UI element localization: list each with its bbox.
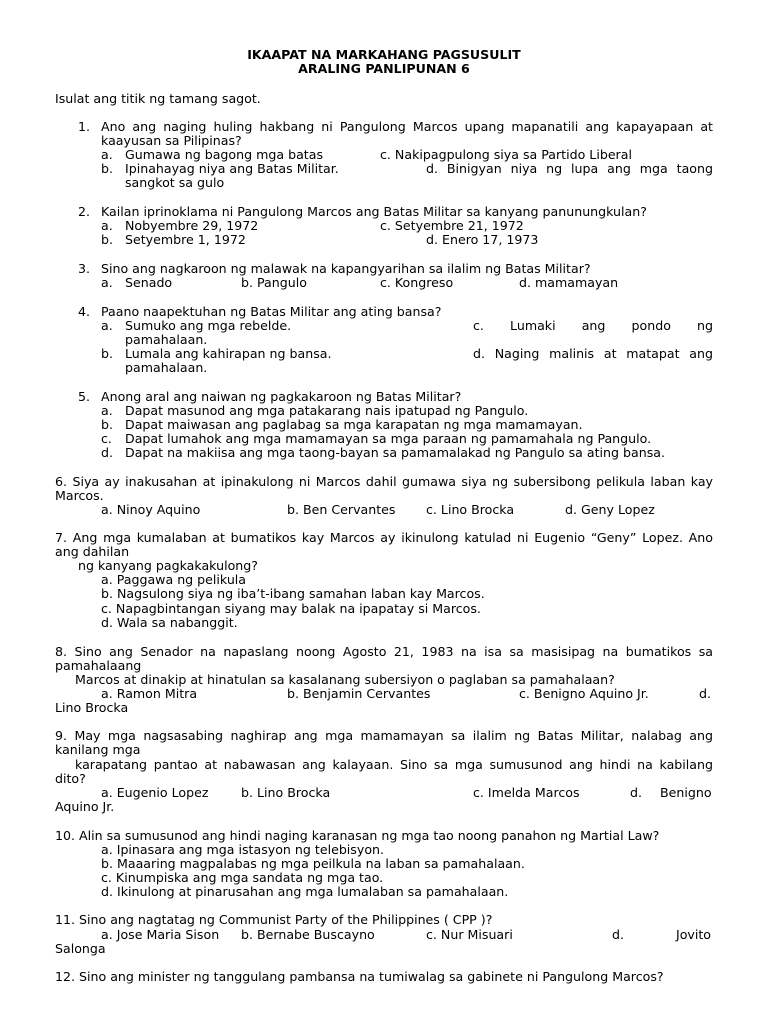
choice-b: b. Nagsulong siya ng iba’t-ibang samahan laban kay Marcos. (101, 586, 485, 601)
choice-letter: a. (101, 218, 113, 233)
question-text: ng kanyang pagkakakulong? (78, 558, 258, 573)
question-number: 4. (78, 304, 91, 319)
question-text: Marcos at dinakip at hinatulan sa kasalanang subersiyon o paglaban sa pamahalaan? (75, 672, 615, 687)
choice-letter: b. (101, 346, 113, 361)
question-text: Anong aral ang naiwan ng pagkakaroon ng Batas Militar? (101, 389, 462, 404)
question-text: kaayusan sa Pilipinas? (101, 133, 242, 148)
choice-c: c. Napagbintangan siyang may balak na ipapatay si Marcos. (101, 601, 481, 616)
question-text: pamahalaang (55, 658, 142, 673)
choice-c: c. Nur Misuari (426, 927, 513, 942)
choice-letter: b. (101, 232, 113, 247)
choice-c: c. Nakipagpulong siya sa Partido Liberal (380, 147, 632, 162)
choice-b: Dapat maiwasan ang paglabag sa mga karapatan ng mga mamamayan. (125, 417, 583, 432)
question-number: 5. (78, 389, 91, 404)
choice-b: b. Pangulo (241, 275, 307, 290)
question-text: karapatang pantao at nabawasan ang kalayaan. Sino sa mga sumusunod ang hindi na kabilang (75, 757, 713, 772)
choice-a: a. Ramon Mitra (101, 686, 198, 701)
choice-c: c. Kinumpiska ang mga sandata ng mga tao. (101, 870, 384, 885)
choice-c: c. Lino Brocka (426, 502, 515, 517)
choice-d: d. mamamayan (519, 275, 619, 290)
choice-b: b. Maaaring magpalabas ng mga peilkula na laban sa pamahalaan. (101, 856, 525, 871)
choice-b: b. Ben Cervantes (287, 502, 396, 517)
question-number: 2. (78, 204, 91, 219)
question-text: 12. Sino ang minister ng tanggulang pambansa na tumiwalag sa gabinete ni Pangulong Marcos? (55, 969, 664, 984)
choice-c: c. Benigno Aquino Jr. (519, 686, 649, 701)
choice-a: a. Paggawa ng pelikula (101, 572, 247, 587)
question-text: 9. May mga nagsasabing naghirap ang mga mamamayan sa ilalim ng Batas Militar, nalabag ang (55, 728, 713, 743)
choice-letter: d. (101, 445, 113, 460)
choice-d: d. (612, 927, 624, 942)
choice-d-cont: Salonga (55, 941, 106, 956)
choice-d: d. Ikinulong at pinarusahan ang mga lumalaban sa pamahalaan. (101, 884, 509, 899)
choice-c: c. Setyembre 21, 1972 (380, 218, 524, 233)
choice-b: Ipinahayag niya ang Batas Militar. (125, 161, 339, 176)
choice-d-cont: Lino Brocka (55, 700, 129, 715)
choice-letter: b. (101, 161, 113, 176)
question-text: Kailan iprinoklama ni Pangulong Marcos ang Batas Militar sa kanyang panunungkulan? (101, 204, 647, 219)
question-text: Ano ang naging huling hakbang ni Pangulong Marcos upang mapanatili ang kapayapaan at (101, 119, 713, 134)
choice-d-text: Jovito (676, 927, 712, 942)
instruction: Isulat ang titik ng tamang sagot. (55, 91, 261, 106)
question-number: 3. (78, 261, 91, 276)
choice-d: d. Wala sa nabanggit. (101, 615, 238, 630)
choice-d: d. (699, 686, 711, 701)
choice-c: Dapat lumahok ang mga mamamayan sa mga paraan ng pamamahala ng Pangulo. (125, 431, 652, 446)
choice-letter: a. (101, 318, 113, 333)
choice-d-cont: pamahalaan. (125, 360, 208, 375)
choice-letter: a. (101, 147, 113, 162)
question-text: Paano naapektuhan ng Batas Militar ang ating bansa? (101, 304, 442, 319)
question-text: 7. Ang mga kumalaban at bumatikos kay Marcos ay ikinulong katulad ni Eugenio “Geny” Lopez. Ano (55, 530, 713, 545)
choice-d: d. Binigyan niya ng lupa ang mga taong (426, 161, 713, 176)
choice-a: a. Jose Maria Sison (101, 927, 220, 942)
choice-d: d. (630, 785, 642, 800)
question-text: 10. Alin sa sumusunod ang hindi naging karanasan ng mga tao noong panahon ng Martial Law? (55, 828, 660, 843)
choice-d-cont: Aquino Jr. (55, 799, 115, 814)
choice-a: Nobyembre 29, 1972 (125, 218, 259, 233)
question-number: 1. (78, 119, 91, 134)
choice-a: Dapat masunod ang mga patakarang nais ipatupad ng Pangulo. (125, 403, 529, 418)
choice-d-text: Benigno (660, 785, 712, 800)
question-text: 11. Sino ang nagtatag ng Communist Party of the Philippines ( CPP )? (55, 912, 493, 927)
question-text: dito? (55, 771, 86, 786)
question-text: kanilang mga (55, 742, 141, 757)
choice-a: a. Ninoy Aquino (101, 502, 201, 517)
question-text: Marcos. (55, 488, 104, 503)
choice-c-cont: pamahalaan. (125, 332, 208, 347)
choice-d: Dapat na makiisa ang mga taong-bayan sa pamamalakad ng Pangulo sa ating bansa. (125, 445, 665, 460)
choice-letter: a. (101, 275, 113, 290)
choice-d: d. Naging malinis at matapat ang (473, 346, 713, 361)
choice-letter: c. (101, 431, 112, 446)
question-text: 8. Sino ang Senador na napaslang noong Agosto 21, 1983 na isa sa masisipag na bumatikos sa (55, 644, 713, 659)
choice-a: a. Ipinasara ang mga istasyon ng telebisyon. (101, 842, 385, 857)
question-text: 6. Siya ay inakusahan at ipinakulong ni Marcos dahil gumawa siya ng subersibong pelikula laban kay (55, 474, 713, 489)
choice-c: c. Lumaki ang pondo ng (473, 318, 713, 333)
choice-b: b. Bernabe Buscayno (241, 927, 375, 942)
exam-subtitle: ARALING PANLIPUNAN 6 (298, 61, 470, 76)
choice-b: Lumala ang kahirapan ng bansa. (125, 346, 332, 361)
choice-d: d. Enero 17, 1973 (426, 232, 539, 247)
choice-d-cont: sangkot sa gulo (125, 175, 225, 190)
choice-a: Sumuko ang mga rebelde. (125, 318, 292, 333)
question-text: Sino ang nagkaroon ng malawak na kapangyarihan sa ilalim ng Batas Militar? (101, 261, 591, 276)
exam-title: IKAAPAT NA MARKAHANG PAGSUSULIT (247, 47, 521, 62)
choice-a: Senado (125, 275, 173, 290)
choice-a: a. Eugenio Lopez (101, 785, 209, 800)
choice-c: c. Kongreso (380, 275, 454, 290)
choice-b: Setyembre 1, 1972 (125, 232, 246, 247)
choice-letter: a. (101, 403, 113, 418)
question-text: ang dahilan (55, 544, 130, 559)
choice-letter: b. (101, 417, 113, 432)
choice-a: Gumawa ng bagong mga batas (125, 147, 324, 162)
choice-c: c. Imelda Marcos (473, 785, 580, 800)
choice-b: b. Lino Brocka (241, 785, 331, 800)
choice-b: b. Benjamin Cervantes (287, 686, 431, 701)
choice-d: d. Geny Lopez (565, 502, 655, 517)
